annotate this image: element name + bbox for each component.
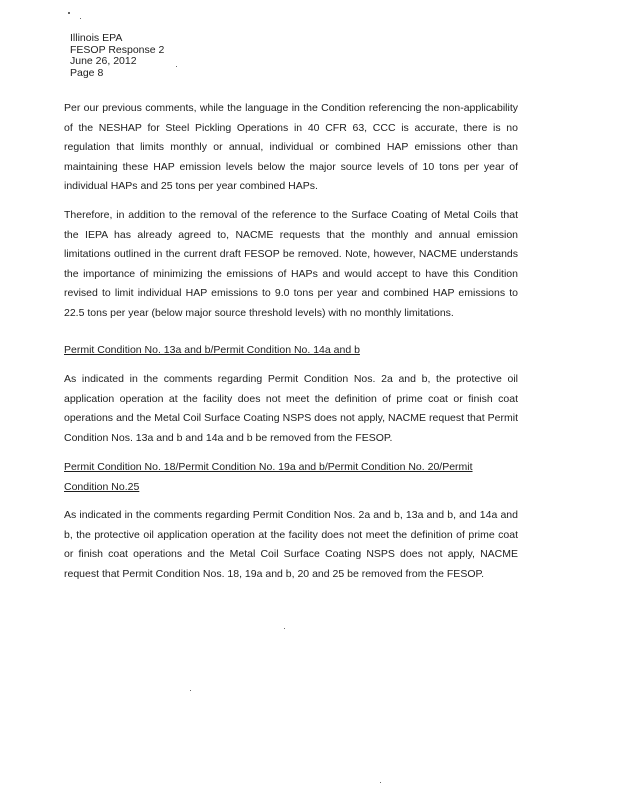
scan-speck <box>68 12 70 14</box>
scan-speck <box>176 66 177 67</box>
scan-speck <box>284 628 285 629</box>
header-page-number: Page 8 <box>70 66 104 79</box>
paragraph-emission-limits-request: Therefore, in addition to the removal of the reference to the Surface Coating of Metal Coils that the IEPA has already agreed to, NACME requests that the monthly and annual emission limitations outlined in the current draft FESOP be removed. Note, however, NACME understands the importance of minimizing the emissions of HAPs and would accept to have this Condition revised to limit individual HAP emissions to 9.0 tons per year and combined HAP emissions to 22.5 tons per year (below major source threshold levels) with no monthly limitations. <box>64 209 518 319</box>
paragraph-condition-18-19-20-25: As indicated in the comments regarding Permit Condition Nos. 2a and b, 13a and b, and 14a and b, the protective oil application operation at the facility does not meet the definition of prime coat or finish coat operations and the Metal Coil Surface Coating NSPS does not apply, NACME request that Permit Condition Nos. 18, 19a and b, 20 and 25 be removed from the FESOP. <box>64 509 518 580</box>
heading-condition-13-14: Permit Condition No. 13a and b/Permit Condition No. 14a and b <box>64 344 360 356</box>
scan-speck <box>380 782 381 783</box>
scan-speck <box>80 18 81 19</box>
header-date: June 26, 2012 <box>70 55 137 67</box>
header-subject: FESOP Response 2 <box>70 43 165 56</box>
paragraph-neshap-comment: Per our previous comments, while the language in the Condition referencing the non-applicability of the NESHAP for Steel Pickling Operations in 40 CFR 63, CCC is accurate, there is no regulation that limits monthly or annual, individual or combined HAP emissions other than maintaining these HAP emission levels below the major source levels of 10 tons per year of individual HAPs and 25 tons per year combined HAPs. <box>64 102 518 193</box>
scan-speck <box>190 690 191 691</box>
heading-condition-18-19-20-25: Permit Condition No. 18/Permit Condition No. 19a and b/Permit Condition No. 20/Permit Condition No.25 <box>64 461 473 493</box>
header-recipient: Illinois EPA <box>70 32 123 44</box>
paragraph-condition-13-14: As indicated in the comments regarding Permit Condition Nos. 2a and b, the protective oil application operation at the facility does not meet the definition of prime coat or finish coat operations and the Metal Coil Surface Coating NSPS does not apply, NACME request that Permit Condition Nos. 13a and b and 14a and b be removed from the FESOP. <box>64 373 518 444</box>
letter-header <box>70 33 164 79</box>
